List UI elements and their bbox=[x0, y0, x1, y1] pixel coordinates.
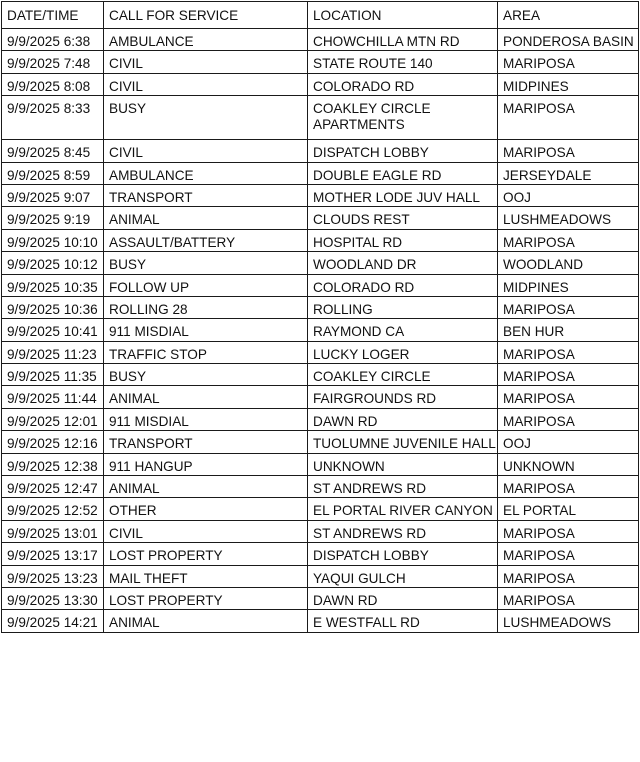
cell-date-time: 9/9/2025 12:16 bbox=[2, 431, 104, 453]
cell-area: MARIPOSA bbox=[498, 341, 639, 363]
cell-call-for-service: AMBULANCE bbox=[104, 162, 308, 184]
cell-date-time: 9/9/2025 8:33 bbox=[2, 96, 104, 140]
cell-area: MARIPOSA bbox=[498, 51, 639, 73]
cell-area: MARIPOSA bbox=[498, 364, 639, 386]
cell-area: MARIPOSA bbox=[498, 140, 639, 162]
cell-area: MARIPOSA bbox=[498, 520, 639, 542]
table-row bbox=[2, 184, 639, 206]
table-row bbox=[2, 252, 639, 274]
header-call-for-service: CALL FOR SERVICE bbox=[104, 2, 308, 29]
cell-location: E WESTFALL RD bbox=[308, 610, 498, 632]
cell-date-time: 9/9/2025 13:01 bbox=[2, 520, 104, 542]
cell-date-time: 9/9/2025 12:38 bbox=[2, 453, 104, 475]
cell-date-time: 9/9/2025 10:12 bbox=[2, 252, 104, 274]
cell-call-for-service: CIVIL bbox=[104, 140, 308, 162]
cell-location: FAIRGROUNDS RD bbox=[308, 386, 498, 408]
cell-area: OOJ bbox=[498, 431, 639, 453]
cell-call-for-service: TRANSPORT bbox=[104, 431, 308, 453]
cell-call-for-service: ANIMAL bbox=[104, 207, 308, 229]
cell-call-for-service: AMBULANCE bbox=[104, 29, 308, 51]
cell-location: TUOLUMNE JUVENILE HALL bbox=[308, 431, 498, 453]
cell-area: MIDPINES bbox=[498, 274, 639, 296]
cell-area: UNKNOWN bbox=[498, 453, 639, 475]
cell-date-time: 9/9/2025 8:45 bbox=[2, 140, 104, 162]
cell-area: OOJ bbox=[498, 184, 639, 206]
cell-call-for-service: BUSY bbox=[104, 364, 308, 386]
cell-area: BEN HUR bbox=[498, 319, 639, 341]
cell-call-for-service: CIVIL bbox=[104, 51, 308, 73]
cell-date-time: 9/9/2025 11:35 bbox=[2, 364, 104, 386]
cell-location: DISPATCH LOBBY bbox=[308, 543, 498, 565]
cell-area: MARIPOSA bbox=[498, 565, 639, 587]
table-row bbox=[2, 565, 639, 587]
header-location: LOCATION bbox=[308, 2, 498, 29]
cell-location: MOTHER LODE JUV HALL bbox=[308, 184, 498, 206]
cell-call-for-service: ROLLING 28 bbox=[104, 296, 308, 318]
cell-date-time: 9/9/2025 13:23 bbox=[2, 565, 104, 587]
cell-location: RAYMOND CA bbox=[308, 319, 498, 341]
cell-date-time: 9/9/2025 11:44 bbox=[2, 386, 104, 408]
table-row bbox=[2, 96, 639, 140]
cell-call-for-service: FOLLOW UP bbox=[104, 274, 308, 296]
cell-date-time: 9/9/2025 13:30 bbox=[2, 587, 104, 609]
cell-call-for-service: ANIMAL bbox=[104, 386, 308, 408]
cell-location: ST ANDREWS RD bbox=[308, 520, 498, 542]
cell-call-for-service: LOST PROPERTY bbox=[104, 587, 308, 609]
cell-area: MARIPOSA bbox=[498, 587, 639, 609]
cell-area: EL PORTAL bbox=[498, 498, 639, 520]
cell-date-time: 9/9/2025 14:21 bbox=[2, 610, 104, 632]
cell-location: STATE ROUTE 140 bbox=[308, 51, 498, 73]
table-row bbox=[2, 73, 639, 95]
table-row bbox=[2, 364, 639, 386]
table-row bbox=[2, 431, 639, 453]
cell-location: DISPATCH LOBBY bbox=[308, 140, 498, 162]
cell-date-time: 9/9/2025 11:23 bbox=[2, 341, 104, 363]
cell-location: DAWN RD bbox=[308, 587, 498, 609]
cell-location: COLORADO RD bbox=[308, 274, 498, 296]
table-row bbox=[2, 543, 639, 565]
cell-date-time: 9/9/2025 12:52 bbox=[2, 498, 104, 520]
cell-location: YAQUI GULCH bbox=[308, 565, 498, 587]
cell-call-for-service: ANIMAL bbox=[104, 476, 308, 498]
table-row bbox=[2, 386, 639, 408]
header-row bbox=[2, 2, 639, 29]
cell-location: WOODLAND DR bbox=[308, 252, 498, 274]
cell-call-for-service: BUSY bbox=[104, 96, 308, 140]
cell-date-time: 9/9/2025 13:17 bbox=[2, 543, 104, 565]
cell-call-for-service: LOST PROPERTY bbox=[104, 543, 308, 565]
cell-call-for-service: OTHER bbox=[104, 498, 308, 520]
cell-area: WOODLAND bbox=[498, 252, 639, 274]
table-row bbox=[2, 408, 639, 430]
cell-location: CHOWCHILLA MTN RD bbox=[308, 29, 498, 51]
cell-area: PONDEROSA BASIN bbox=[498, 29, 639, 51]
cell-location: ROLLING bbox=[308, 296, 498, 318]
cell-date-time: 9/9/2025 12:01 bbox=[2, 408, 104, 430]
cell-area: MARIPOSA bbox=[498, 229, 639, 251]
cell-location: EL PORTAL RIVER CANYON bbox=[308, 498, 498, 520]
table-row bbox=[2, 274, 639, 296]
cell-area: JERSEYDALE bbox=[498, 162, 639, 184]
table-header bbox=[2, 2, 639, 29]
cell-location: LUCKY LOGER bbox=[308, 341, 498, 363]
cell-date-time: 9/9/2025 9:07 bbox=[2, 184, 104, 206]
cell-location: COAKLEY CIRCLE APARTMENTS bbox=[308, 96, 498, 140]
cell-call-for-service: MAIL THEFT bbox=[104, 565, 308, 587]
table-row bbox=[2, 29, 639, 51]
cell-call-for-service: 911 HANGUP bbox=[104, 453, 308, 475]
cell-location: DOUBLE EAGLE RD bbox=[308, 162, 498, 184]
header-date-time: DATE/TIME bbox=[2, 2, 104, 29]
cell-area: MARIPOSA bbox=[498, 476, 639, 498]
cell-area: MARIPOSA bbox=[498, 543, 639, 565]
table-row bbox=[2, 610, 639, 632]
header-area: AREA bbox=[498, 2, 639, 29]
cell-call-for-service: ANIMAL bbox=[104, 610, 308, 632]
cell-date-time: 9/9/2025 6:38 bbox=[2, 29, 104, 51]
cell-call-for-service: TRANSPORT bbox=[104, 184, 308, 206]
cell-call-for-service: 911 MISDIAL bbox=[104, 408, 308, 430]
cell-date-time: 9/9/2025 10:35 bbox=[2, 274, 104, 296]
cell-date-time: 9/9/2025 12:47 bbox=[2, 476, 104, 498]
table-body bbox=[2, 29, 639, 633]
cell-area: LUSHMEADOWS bbox=[498, 610, 639, 632]
cell-location: HOSPITAL RD bbox=[308, 229, 498, 251]
table-row bbox=[2, 520, 639, 542]
table-row bbox=[2, 51, 639, 73]
table-row bbox=[2, 140, 639, 162]
cell-call-for-service: BUSY bbox=[104, 252, 308, 274]
table-row bbox=[2, 229, 639, 251]
cell-date-time: 9/9/2025 8:08 bbox=[2, 73, 104, 95]
cell-location: COLORADO RD bbox=[308, 73, 498, 95]
cell-date-time: 9/9/2025 10:10 bbox=[2, 229, 104, 251]
table-row bbox=[2, 476, 639, 498]
cell-call-for-service: 911 MISDIAL bbox=[104, 319, 308, 341]
table-row bbox=[2, 453, 639, 475]
table-row bbox=[2, 207, 639, 229]
table-row bbox=[2, 319, 639, 341]
cell-date-time: 9/9/2025 10:41 bbox=[2, 319, 104, 341]
cell-call-for-service: ASSAULT/BATTERY bbox=[104, 229, 308, 251]
cell-call-for-service: CIVIL bbox=[104, 520, 308, 542]
cell-area: MARIPOSA bbox=[498, 408, 639, 430]
table-row bbox=[2, 341, 639, 363]
cell-date-time: 9/9/2025 7:48 bbox=[2, 51, 104, 73]
cell-location: ST ANDREWS RD bbox=[308, 476, 498, 498]
table-row bbox=[2, 587, 639, 609]
table-row bbox=[2, 162, 639, 184]
cell-area: MARIPOSA bbox=[498, 386, 639, 408]
cell-area: MARIPOSA bbox=[498, 296, 639, 318]
cell-area: LUSHMEADOWS bbox=[498, 207, 639, 229]
cell-area: MARIPOSA bbox=[498, 96, 639, 140]
dispatch-log-table bbox=[1, 1, 639, 633]
cell-call-for-service: TRAFFIC STOP bbox=[104, 341, 308, 363]
cell-call-for-service: CIVIL bbox=[104, 73, 308, 95]
cell-date-time: 9/9/2025 8:59 bbox=[2, 162, 104, 184]
table-row bbox=[2, 498, 639, 520]
cell-date-time: 9/9/2025 9:19 bbox=[2, 207, 104, 229]
cell-location: CLOUDS REST bbox=[308, 207, 498, 229]
table-row bbox=[2, 296, 639, 318]
cell-date-time: 9/9/2025 10:36 bbox=[2, 296, 104, 318]
cell-location: COAKLEY CIRCLE bbox=[308, 364, 498, 386]
cell-location: DAWN RD bbox=[308, 408, 498, 430]
cell-area: MIDPINES bbox=[498, 73, 639, 95]
cell-location: UNKNOWN bbox=[308, 453, 498, 475]
